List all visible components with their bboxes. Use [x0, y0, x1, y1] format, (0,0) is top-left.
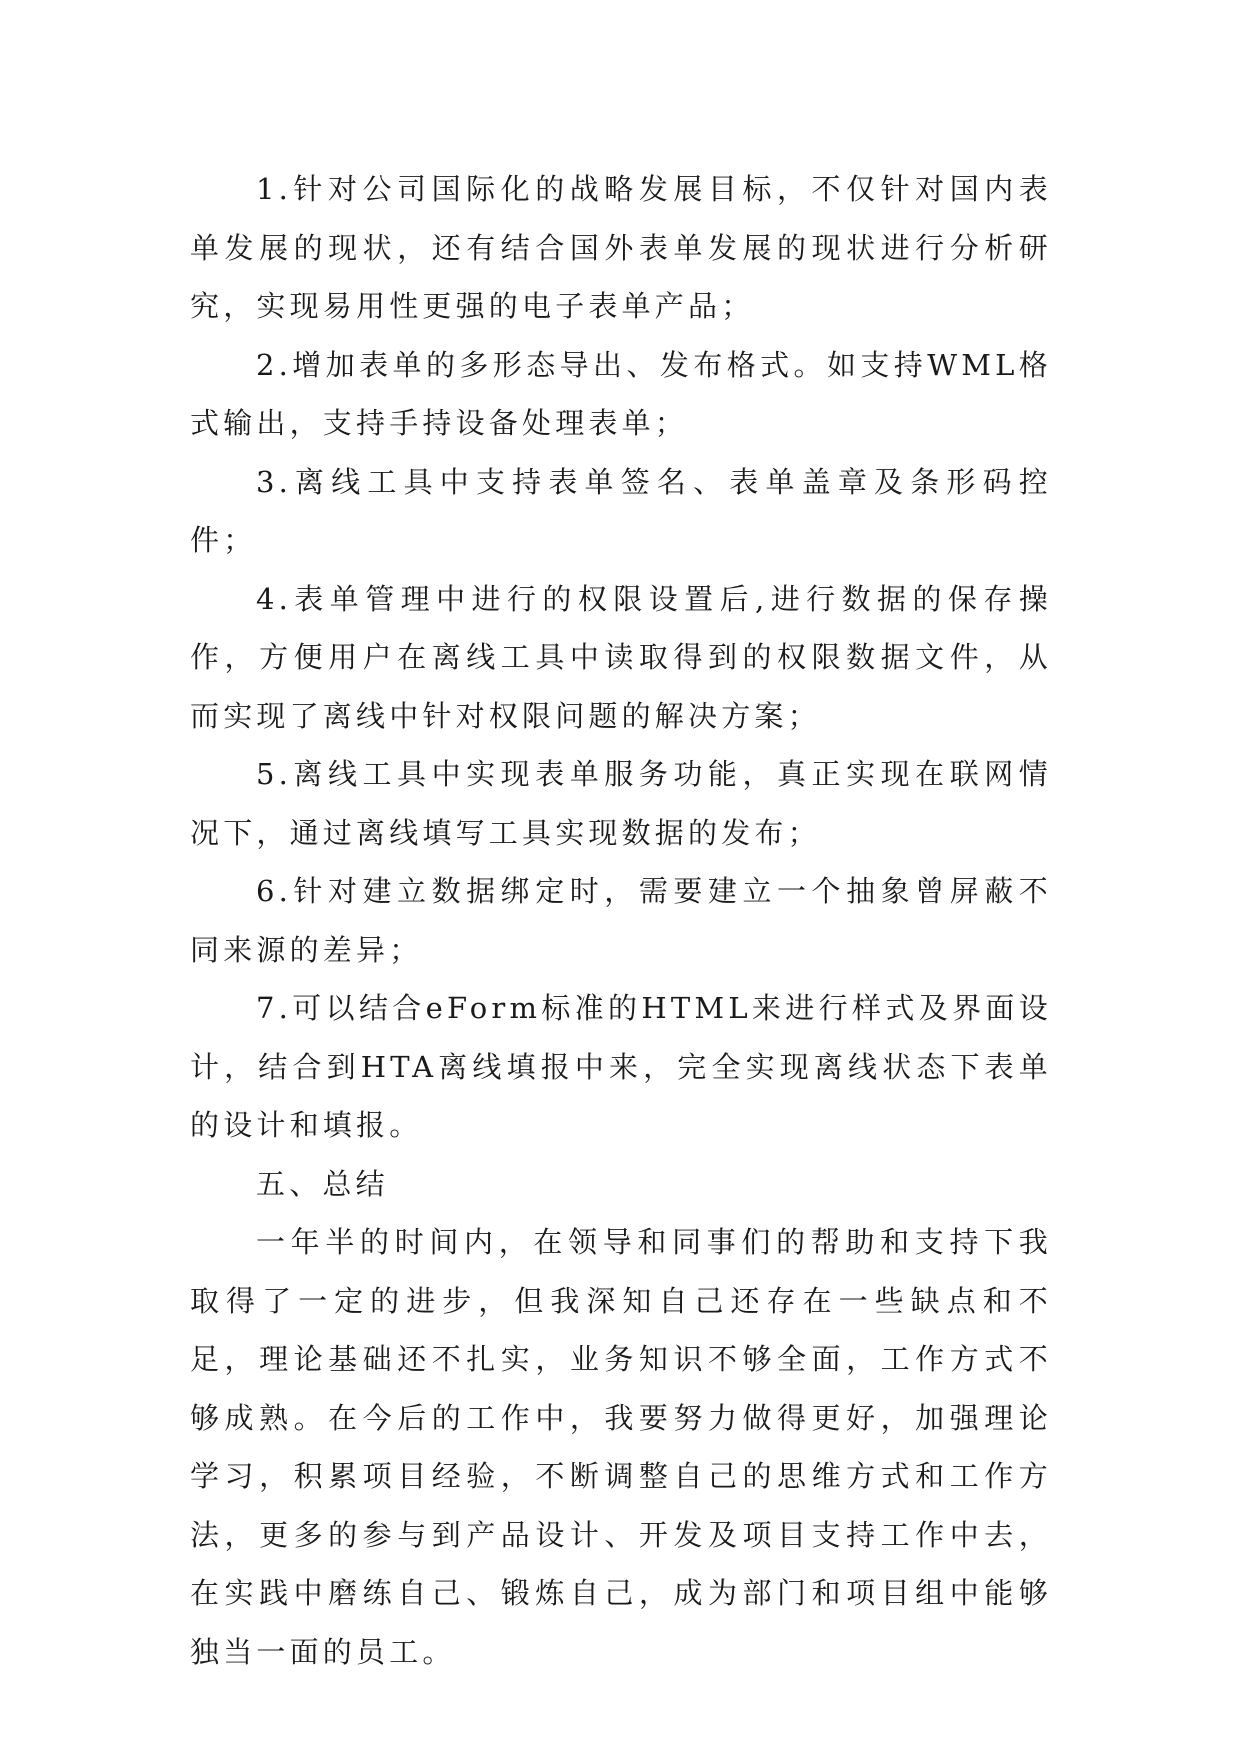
- paragraph-item-1: 1.针对公司国际化的战略发展目标，不仅针对国内表单发展的现状，还有结合国外表单发展的现状进行分析研究，实现易用性更强的电子表单产品；: [190, 172, 1052, 323]
- section-heading-summary: 五、总结: [256, 1166, 389, 1201]
- summary-paragraph: 一年半的时间内，在领导和同事们的帮助和支持下我取得了一定的进步，但我深知自己还存在一些缺点和不足，理论基础还不扎实，业务知识不够全面，工作方式不够成熟。在今后的工作中，我要努力做得更好，加强理论学习，积累项目经验，不断调整自己的思维方式和工作方法，更多的参与到产品设计、开发及项目支持工作中去，在实践中磨练自己、锻炼自己，成为部门和项目组中能够独当一面的员工。: [190, 1225, 1052, 1669]
- paragraph-item-3: 3.离线工具中支持表单签名、表单盖章及条形码控件；: [190, 464, 1052, 557]
- document-body: [190, 160, 1052, 1681]
- paragraph-item-6: 6.针对建立数据绑定时，需要建立一个抽象曾屏蔽不同来源的差异；: [190, 874, 1052, 967]
- paragraph-item-4: 4.表单管理中进行的权限设置后,进行数据的保存操作，方便用户在离线工具中读取得到的权限数据文件，从而实现了离线中针对权限问题的解决方案；: [190, 581, 1052, 733]
- paragraph-item-2: 2.增加表单的多形态导出、发布格式。如支持WML格式输出，支持手持设备处理表单；: [190, 347, 1052, 440]
- paragraph-item-7: 7.可以结合eForm标准的HTML来进行样式及界面设计，结合到HTA离线填报中来，完全实现离线状态下表单的设计和填报。: [190, 991, 1052, 1142]
- paragraph-item-5: 5.离线工具中实现表单服务功能，真正实现在联网情况下，通过离线填写工具实现数据的发布；: [190, 757, 1052, 850]
